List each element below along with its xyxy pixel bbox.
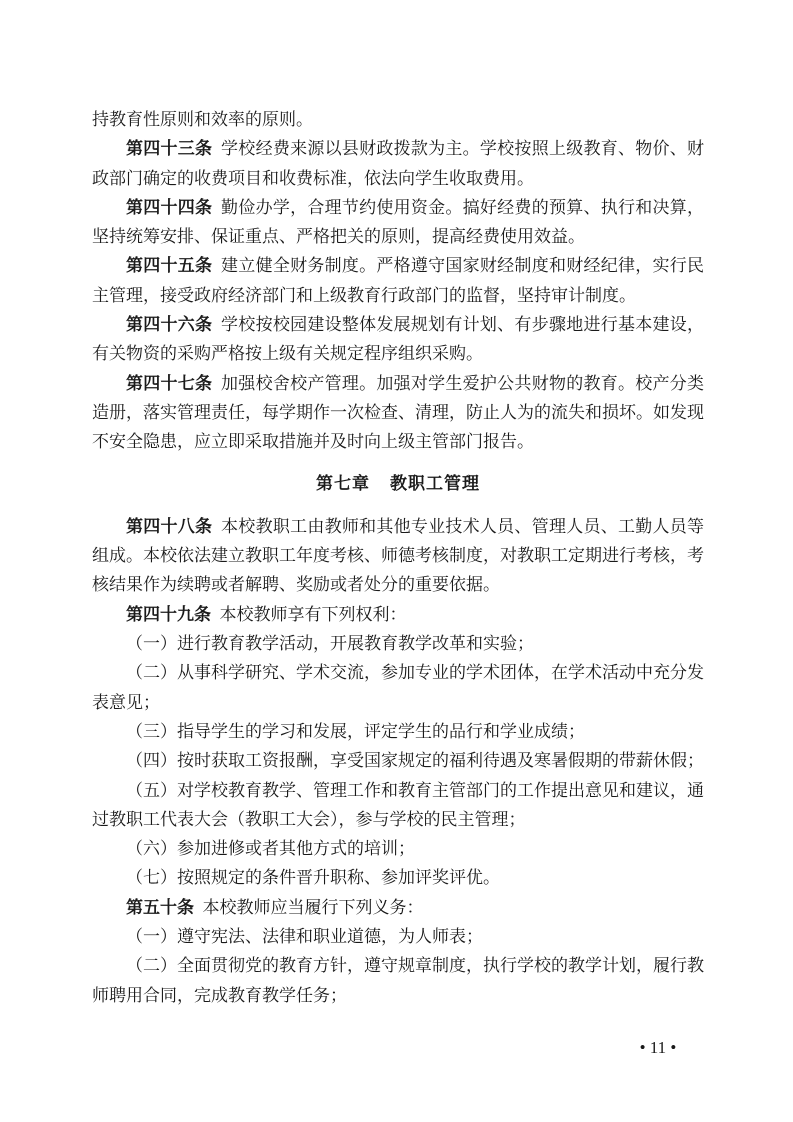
article-text: 勤俭办学，合理节约使用资金。搞好经费的预算、执行和决算，坚持统筹安排、保证重点、严格把关的原则，提高经费使用效益。 [92,197,705,248]
chapter-title: 教职工管理 [390,473,480,494]
article-paragraph [92,513,704,601]
article-number: 第四十四条 [126,197,213,218]
page-number: • 11 • [639,1038,677,1057]
list-item: （三）指导学生的学习和发展，评定学生的品行和学业成绩； [126,721,585,742]
article-text: 本校教职工由教师和其他专业技术人员、管理人员、工勤人员等组成。本校依法建立教职工年度考核、师德考核制度，对教职工定期进行考核，考核结果作为续聘或者解聘、奖励或者处分的重要依据。 [92,516,705,596]
list-item: （四）按时获取工资报酬，享受国家规定的福利待遇及寒暑假期的带薪休假； [126,751,704,772]
article-text: 加强校舍校产管理。加强对学生爱护公共财物的教育。校产分类造册，落实管理责任，每学期作一次检查、清理，防止人为的流失和损坏。如发现不安全隐患，应立即采取措施并及时向上级主管部门报告。 [92,373,705,453]
article-number: 第四十九条 [126,604,211,625]
article-paragraph [92,135,704,194]
article-paragraph [92,370,704,458]
article-text: 学校按校园建设整体发展规划有计划、有步骤地进行基本建设，有关物资的采购严格按上级有关规定程序组织采购。 [92,315,705,365]
document-body [92,106,704,1011]
list-item: （一）进行教育教学活动，开展教育教学改革和实验； [126,634,534,655]
list-item: （七）按照规定的条件晋升职称、参加评奖评优。 [126,868,500,889]
list-item: （六）参加进修或者其他方式的培训； [126,839,415,860]
article-number: 第四十五条 [126,256,213,277]
chapter-heading [92,470,704,499]
article-paragraph [92,311,704,370]
section-staff [92,513,704,1011]
article-paragraph [92,194,704,253]
article-number: 第四十七条 [126,373,213,394]
article-paragraph [92,894,704,923]
article-paragraph [92,252,704,311]
section-finance [92,106,704,458]
article-text: 本校教师应当履行下列义务： [202,897,424,918]
article-paragraph [92,601,704,630]
list-item: （二）全面贯彻党的教育方针，遵守规章制度，执行学校的教学计划，履行教师聘用合同，完成教育教学任务； [92,956,704,1006]
list-item: （五）对学校教育教学、管理工作和教育主管部门的工作提出意见和建议，通过教职工代表大会（教职工大会），参与学校的民主管理； [92,780,704,830]
list-item: （一）遵守宪法、法律和职业道德，为人师表； [126,927,483,948]
continued-paragraph: 持教育性原则和效率的原则。 [92,110,313,130]
article-text: 学校经费来源以县财政拨款为主。学校按照上级教育、物价、财政部门确定的收费项目和收费标准，依法向学生收取费用。 [92,139,705,189]
chapter-number: 第七章 [316,473,370,494]
article-number: 第四十三条 [126,139,213,160]
list-item: （二）从事科学研究、学术交流，参加专业的学术团体，在学术活动中充分发表意见； [92,663,704,713]
article-text: 本校教师享有下列权利： [219,604,407,625]
article-number: 第四十八条 [126,516,213,537]
article-number: 第五十条 [126,897,194,918]
article-text: 建立健全财务制度。严格遵守国家财经制度和财经纪律，实行民主管理，接受政府经济部门和上级教育行政部门的监督，坚持审计制度。 [92,256,705,306]
article-number: 第四十六条 [126,315,213,336]
